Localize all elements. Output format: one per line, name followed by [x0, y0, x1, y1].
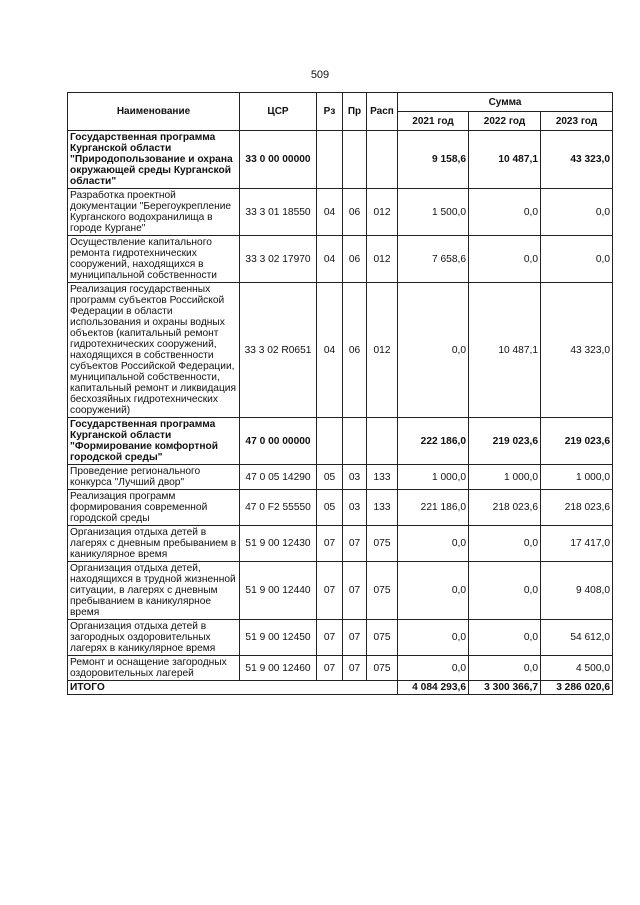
cell-2023: 1 000,0 — [541, 465, 613, 490]
cell-2022: 0,0 — [469, 236, 541, 283]
table-body — [68, 131, 613, 681]
cell-2023: 9 408,0 — [541, 562, 613, 620]
cell-csr: 51 9 00 12440 — [240, 562, 317, 620]
table-row — [68, 465, 613, 490]
cell-rz: 04 — [317, 189, 343, 236]
cell-name: Разработка проектной документации "Берегоукрепление Курганского водохранилища в городе Кургане" — [68, 189, 240, 236]
cell-csr: 47 0 05 14290 — [240, 465, 317, 490]
table-row — [68, 283, 613, 418]
table-row — [68, 418, 613, 465]
cell-csr: 51 9 00 12430 — [240, 526, 317, 562]
table-row — [68, 562, 613, 620]
cell-csr: 33 3 02 R0651 — [240, 283, 317, 418]
cell-2021: 0,0 — [398, 283, 469, 418]
cell-2021: 0,0 — [398, 656, 469, 681]
cell-csr: 33 3 02 17970 — [240, 236, 317, 283]
cell-2023: 218 023,6 — [541, 490, 613, 526]
table-row — [68, 526, 613, 562]
header-rz: Рз — [317, 93, 343, 131]
header-2022: 2022 год — [469, 112, 541, 131]
cell-rz: 07 — [317, 526, 343, 562]
cell-2021: 221 186,0 — [398, 490, 469, 526]
cell-2023: 4 500,0 — [541, 656, 613, 681]
total-row — [68, 681, 613, 695]
cell-2022: 10 487,1 — [469, 131, 541, 189]
cell-rz: 07 — [317, 620, 343, 656]
total-2022: 3 300 366,7 — [469, 681, 541, 695]
cell-pr: 06 — [343, 283, 367, 418]
cell-name: Организация отдыха детей, находящихся в трудной жизненной ситуации, в лагерях с дневным пребыванием в каникулярное время — [68, 562, 240, 620]
cell-2021: 222 186,0 — [398, 418, 469, 465]
cell-2022: 0,0 — [469, 656, 541, 681]
cell-pr: 06 — [343, 236, 367, 283]
table-row — [68, 490, 613, 526]
cell-csr: 47 0 00 00000 — [240, 418, 317, 465]
cell-rz: 05 — [317, 490, 343, 526]
cell-csr: 51 9 00 12450 — [240, 620, 317, 656]
cell-2022: 10 487,1 — [469, 283, 541, 418]
cell-rasp: 075 — [367, 562, 398, 620]
table-row — [68, 620, 613, 656]
cell-rz — [317, 131, 343, 189]
header-name: Наименование — [68, 93, 240, 131]
cell-name: Государственная программа Курганской области "Природопользование и охрана окружающей среды Курганской области" — [68, 131, 240, 189]
header-csr: ЦСР — [240, 93, 317, 131]
cell-2021: 1 000,0 — [398, 465, 469, 490]
cell-pr: 03 — [343, 490, 367, 526]
cell-rasp: 075 — [367, 526, 398, 562]
budget-table — [67, 92, 613, 695]
table-header — [68, 93, 613, 131]
header-pr: Пр — [343, 93, 367, 131]
cell-pr: 07 — [343, 656, 367, 681]
table-row — [68, 131, 613, 189]
cell-2021: 0,0 — [398, 526, 469, 562]
header-2021: 2021 год — [398, 112, 469, 131]
page-number: 509 — [310, 69, 330, 81]
cell-2022: 0,0 — [469, 620, 541, 656]
cell-pr: 06 — [343, 189, 367, 236]
cell-name: Организация отдыха детей в лагерях с дневным пребыванием в каникулярное время — [68, 526, 240, 562]
cell-name: Проведение регионального конкурса "Лучший двор" — [68, 465, 240, 490]
cell-name: Реализация государственных программ субъектов Российской Федерации в области использования и охраны водных объектов (капитальный ремонт гидротехнических сооружений, находящихся в собственности субъектов Российской Федерации, муниципальной собственности, капитальный ремонт и ликвидация бесхозяйных гидротехнических сооружений) — [68, 283, 240, 418]
cell-pr — [343, 418, 367, 465]
cell-pr — [343, 131, 367, 189]
cell-2022: 0,0 — [469, 562, 541, 620]
cell-rz: 04 — [317, 236, 343, 283]
cell-2023: 17 417,0 — [541, 526, 613, 562]
cell-rasp: 012 — [367, 189, 398, 236]
cell-name: Государственная программа Курганской области "Формирование комфортной городской среды" — [68, 418, 240, 465]
cell-rz: 05 — [317, 465, 343, 490]
cell-2021: 0,0 — [398, 562, 469, 620]
cell-csr: 47 0 F2 55550 — [240, 490, 317, 526]
cell-rasp: 075 — [367, 656, 398, 681]
cell-2022: 218 023,6 — [469, 490, 541, 526]
header-sum: Сумма — [398, 93, 613, 112]
cell-2022: 0,0 — [469, 189, 541, 236]
cell-2023: 219 023,6 — [541, 418, 613, 465]
cell-csr: 51 9 00 12460 — [240, 656, 317, 681]
cell-pr: 07 — [343, 562, 367, 620]
cell-2023: 54 612,0 — [541, 620, 613, 656]
total-label: ИТОГО — [68, 681, 398, 695]
cell-2023: 0,0 — [541, 189, 613, 236]
table-row — [68, 656, 613, 681]
cell-csr: 33 0 00 00000 — [240, 131, 317, 189]
cell-rasp: 133 — [367, 465, 398, 490]
cell-csr: 33 3 01 18550 — [240, 189, 317, 236]
total-2023: 3 286 020,6 — [541, 681, 613, 695]
cell-2021: 9 158,6 — [398, 131, 469, 189]
cell-rasp — [367, 418, 398, 465]
cell-rz: 07 — [317, 656, 343, 681]
table-row — [68, 236, 613, 283]
cell-rz: 07 — [317, 562, 343, 620]
table-row — [68, 189, 613, 236]
cell-2022: 1 000,0 — [469, 465, 541, 490]
cell-rasp: 012 — [367, 236, 398, 283]
cell-rasp: 012 — [367, 283, 398, 418]
header-rasp: Расп — [367, 93, 398, 131]
cell-2023: 43 323,0 — [541, 283, 613, 418]
total-2021: 4 084 293,6 — [398, 681, 469, 695]
cell-pr: 07 — [343, 620, 367, 656]
cell-2021: 1 500,0 — [398, 189, 469, 236]
cell-rz: 04 — [317, 283, 343, 418]
cell-2023: 43 323,0 — [541, 131, 613, 189]
cell-2021: 7 658,6 — [398, 236, 469, 283]
cell-2023: 0,0 — [541, 236, 613, 283]
cell-2022: 0,0 — [469, 526, 541, 562]
cell-rz — [317, 418, 343, 465]
cell-pr: 03 — [343, 465, 367, 490]
cell-2022: 219 023,6 — [469, 418, 541, 465]
header-2023: 2023 год — [541, 112, 613, 131]
cell-rasp — [367, 131, 398, 189]
cell-rasp: 133 — [367, 490, 398, 526]
cell-name: Организация отдыха детей в загородных оздоровительных лагерях в каникулярное время — [68, 620, 240, 656]
cell-2021: 0,0 — [398, 620, 469, 656]
cell-name: Ремонт и оснащение загородных оздоровительных лагерей — [68, 656, 240, 681]
cell-name: Осуществление капитального ремонта гидротехнических сооружений, находящихся в муниципальной собственности — [68, 236, 240, 283]
cell-rasp: 075 — [367, 620, 398, 656]
cell-pr: 07 — [343, 526, 367, 562]
cell-name: Реализация программ формирования современной городской среды — [68, 490, 240, 526]
